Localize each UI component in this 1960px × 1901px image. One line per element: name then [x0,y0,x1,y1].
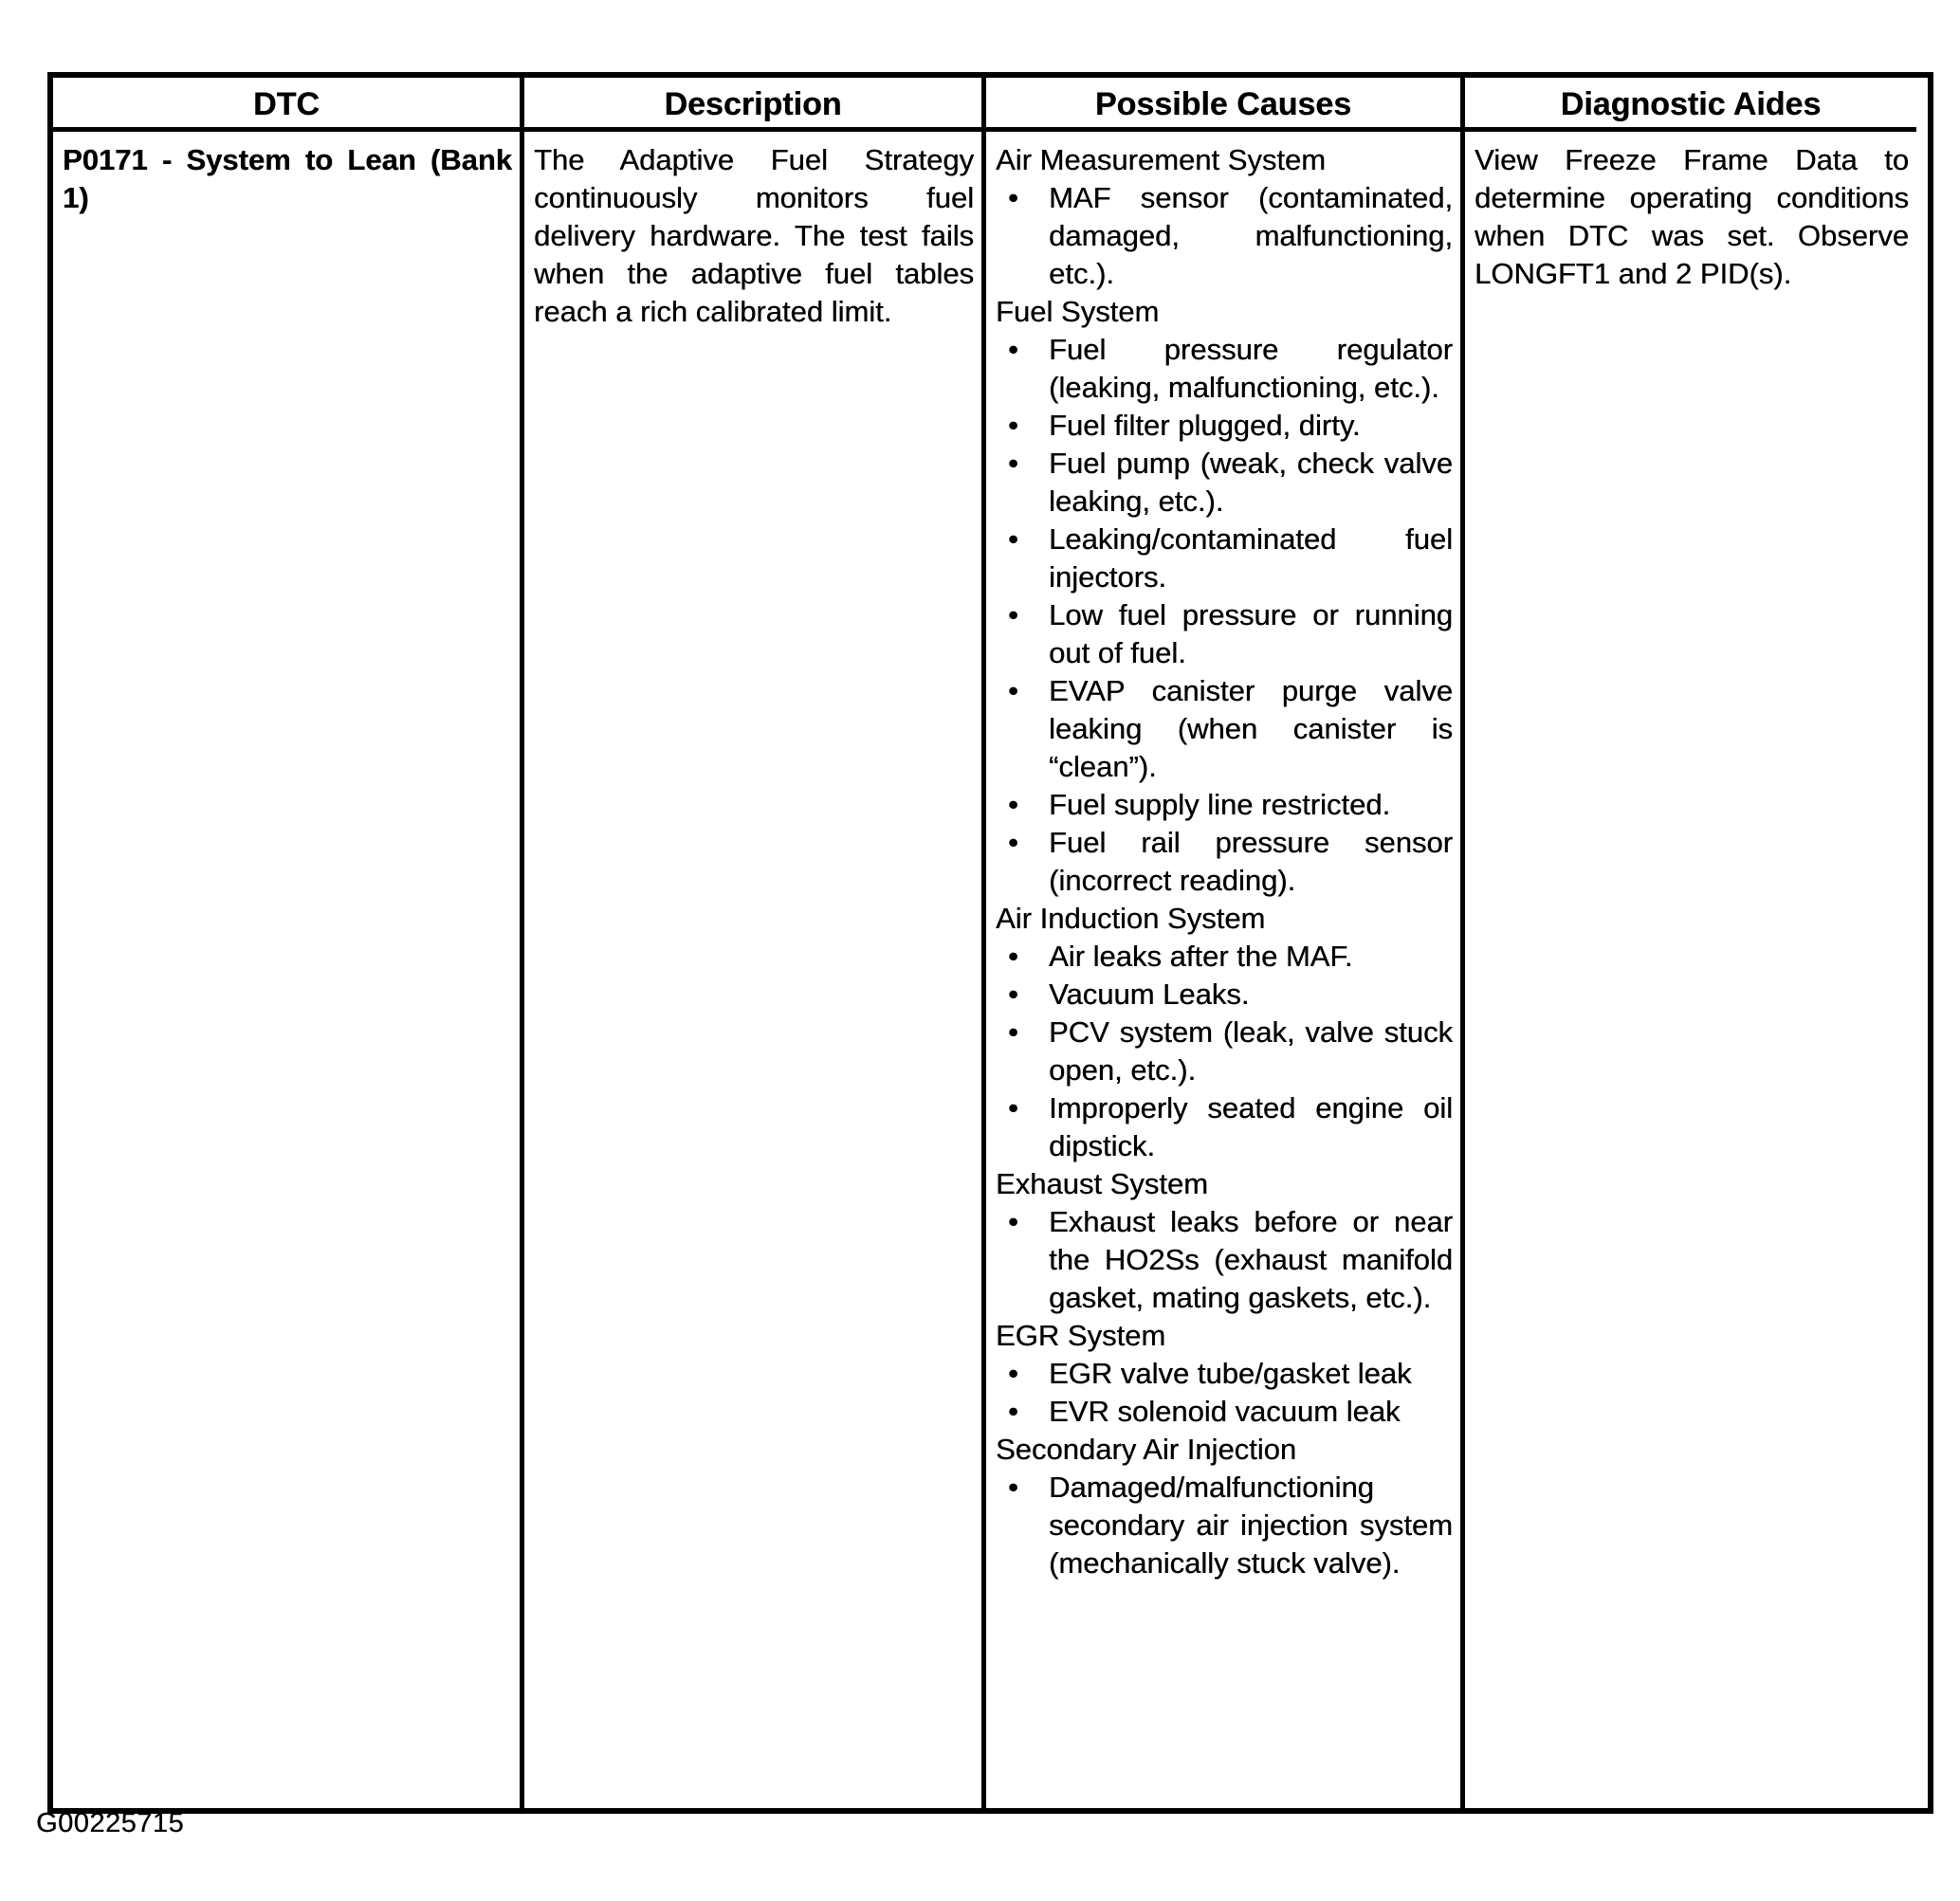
cause-group-title: Air Measurement System [996,143,1326,176]
cause-item-text: EVR solenoid vacuum leak [1049,1395,1401,1428]
cause-item-text: Fuel supply line restricted. [1049,788,1391,821]
cause-item-text: Fuel filter plugged, dirty. [1049,409,1361,442]
bullet-icon: • [1008,522,1018,556]
bullet-icon: • [1008,674,1018,707]
cause-item [996,1089,1453,1165]
description-cell [520,132,981,1808]
bullet-icon: • [1008,1357,1018,1390]
cause-group-title: Air Induction System [996,902,1266,935]
dtc-cell [53,132,520,1808]
diagnostic-aides-cell [1460,132,1916,1808]
possible-causes-cell [981,132,1460,1808]
cause-item [996,1469,1453,1582]
cause-item-text: Air leaks after the MAF. [1049,940,1353,973]
column-header-diagnostic-aides: Diagnostic Aides [1460,78,1916,132]
cause-group-title: Exhaust System [996,1167,1208,1200]
bullet-icon: • [1008,1205,1018,1238]
cause-item [996,1014,1453,1089]
column-header-dtc: DTC [53,78,520,132]
bullet-icon: • [1008,1015,1018,1049]
cause-group [996,141,1453,293]
cause-group [996,293,1453,900]
cause-group-title: Secondary Air Injection [996,1433,1297,1466]
cause-item [996,521,1453,596]
cause-group [996,1317,1453,1431]
diagnostic-aides-text: View Freeze Frame Data to determine operating conditions when DTC was set. Observe LONGFT1 and 2 PID(s). [1475,143,1909,290]
cause-item [996,938,1453,976]
cause-item [996,1203,1453,1317]
figure-id-label: G00225715 [36,1808,185,1838]
column-header-description: Description [520,78,981,132]
bullet-icon: • [1008,333,1018,366]
cause-item-text: Fuel pressure regulator (leaking, malfunctioning, etc.). [1049,333,1453,404]
cause-group-title: EGR System [996,1319,1166,1352]
dtc-table [47,72,1933,1814]
cause-item-text: Improperly seated engine oil dipstick. [1049,1091,1453,1162]
bullet-icon: • [1008,598,1018,631]
bullet-icon: • [1008,788,1018,821]
dtc-code-text: P0171 - System to Lean (Bank 1) [63,143,512,214]
cause-item-text: Low fuel pressure or running out of fuel. [1049,598,1453,669]
cause-item [996,331,1453,407]
cause-group [996,1431,1453,1582]
bullet-icon: • [1008,826,1018,859]
cause-item-text: PCV system (leak, valve stuck open, etc.). [1049,1015,1453,1087]
cause-item-text: Exhaust leaks before or near the HO2Ss (exhaust manifold gasket, mating gaskets, etc.). [1049,1205,1453,1314]
bullet-icon: • [1008,940,1018,973]
cause-item [996,407,1453,445]
bullet-icon: • [1008,1395,1018,1428]
cause-item [996,445,1453,521]
cause-group [996,900,1453,1165]
bullet-icon: • [1008,1091,1018,1124]
cause-item [996,672,1453,786]
bullet-icon: • [1008,447,1018,480]
cause-item [996,824,1453,900]
cause-item-text: EVAP canister purge valve leaking (when canister is “clean”). [1049,674,1453,783]
cause-item-text: MAF sensor (contaminated, damaged, malfunctioning, etc.). [1049,181,1453,290]
cause-item-text: Vacuum Leaks. [1049,978,1250,1011]
bullet-icon: • [1008,1471,1018,1504]
cause-item-text: Damaged/malfunctioning secondary air injection system (mechanically stuck valve). [1049,1471,1453,1580]
cause-item [996,786,1453,824]
cause-item [996,1355,1453,1393]
cause-group-title: Fuel System [996,295,1160,328]
description-text: The Adaptive Fuel Strategy continuously monitors fuel delivery hardware. The test fails when the adaptive fuel tables reach a rich calibrated limit. [534,143,974,328]
cause-item-text: Fuel rail pressure sensor (incorrect reading). [1049,826,1453,897]
cause-item-text: Leaking/contaminated fuel injectors. [1049,522,1453,594]
cause-item-text: Fuel pump (weak, check valve leaking, etc.). [1049,447,1453,518]
cause-item [996,596,1453,672]
bullet-icon: • [1008,978,1018,1011]
bullet-icon: • [1008,181,1018,214]
cause-item [996,179,1453,293]
cause-item [996,976,1453,1014]
bullet-icon: • [1008,409,1018,442]
column-header-possible-causes: Possible Causes [981,78,1460,132]
cause-item-text: EGR valve tube/gasket leak [1049,1357,1412,1390]
cause-group [996,1165,1453,1317]
cause-item [996,1393,1453,1431]
